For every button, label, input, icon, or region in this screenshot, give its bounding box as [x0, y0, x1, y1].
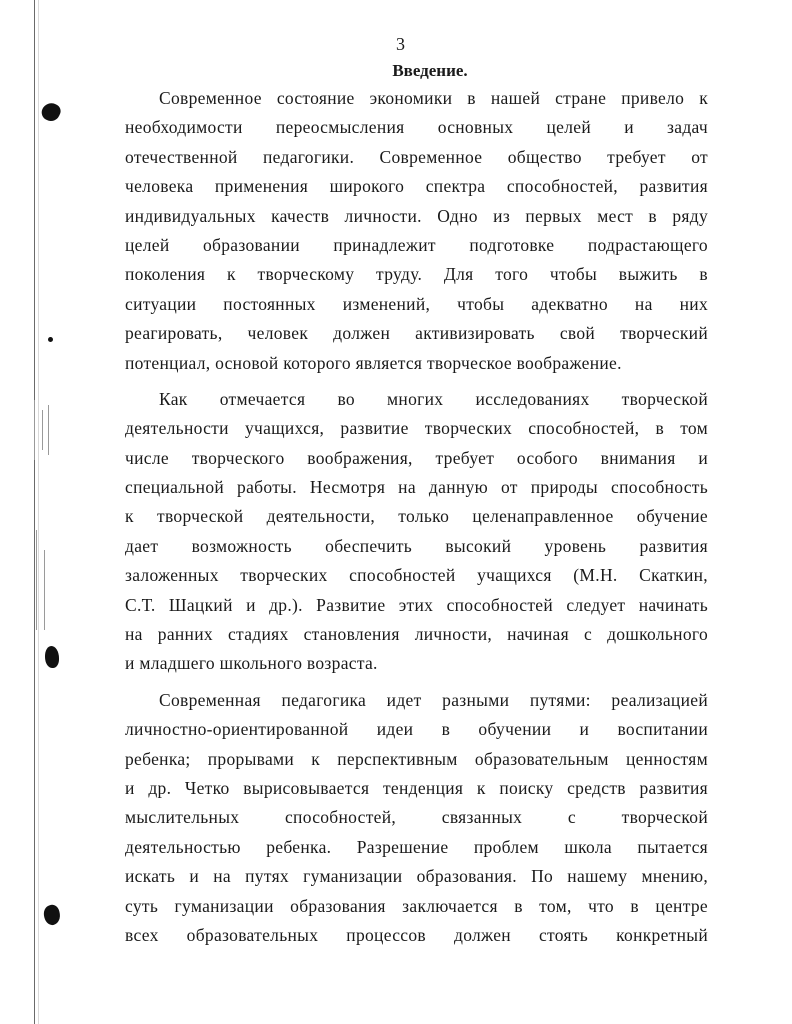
text-line: Современное состояние экономики в нашей стране привело к [159, 88, 708, 108]
text-line: к творческой деятельности, только целенаправленное обучение [125, 506, 708, 527]
page-number: 3 [396, 34, 405, 54]
punch-hole-mark [39, 100, 63, 124]
document-body [125, 84, 708, 957]
text-line: суть гуманизации образования заключается в том, что в центре [125, 895, 708, 916]
text-line: ребенка; прорывами к перспективным образовательным ценностям [125, 748, 708, 769]
text-line: поколения к творческому труду. Для того чтобы выжить в [125, 264, 708, 285]
text-line: заложенных творческих способностей учащихся (М.Н. Скаткин, [125, 565, 708, 586]
text-line: Современная педагогика идет разными путями: реализацией [159, 689, 708, 710]
text-line: целей образовании принадлежит подготовке подрастающего [125, 234, 708, 255]
text-line: потенциал, основой которого является творческое воображение. [125, 352, 622, 373]
punch-hole-mark [45, 646, 59, 668]
text-line: специальной работы. Несмотря на данную от природы способность [125, 477, 708, 498]
text-line: человека применения широкого спектра способностей, развития [125, 176, 708, 197]
text-line: числе творческого воображения, требует особого внимания и [125, 447, 708, 468]
paragraph [125, 686, 708, 951]
text-line: Как отмечается во многих исследованиях творческой [159, 388, 708, 409]
text-line: личностно-ориентированной идеи в обучении и воспитании [125, 719, 708, 740]
text-line: на ранних стадиях становления личности, начиная с дошкольного [125, 624, 708, 645]
text-line: необходимости переосмысления основных целей и задач [125, 117, 708, 138]
text-line: С.Т. Шацкий и др.). Развитие этих способностей следует начинать [125, 594, 708, 615]
punch-hole-mark [42, 903, 63, 926]
paragraph [125, 84, 708, 378]
paragraph [125, 385, 708, 679]
text-line: и др. Четко вырисовывается тенденция к поиску средств развития [125, 777, 708, 798]
text-line: деятельности учащихся, развитие творческих способностей, в том [125, 418, 708, 439]
text-line: дает возможность обеспечить высокий уровень развития [125, 535, 708, 556]
text-line: деятельностью ребенка. Разрешение проблем школа пытается [125, 836, 708, 857]
text-line: реагировать, человек должен активизировать свой творческий [125, 323, 708, 344]
text-line: и младшего школьного возраста. [125, 653, 378, 674]
text-line: искать и на путях гуманизации образования. По нашему мнению, [125, 866, 708, 887]
text-line: отечественной педагогики. Современное общество требует от [125, 146, 708, 167]
text-line: всех образовательных процессов должен стоять конкретный [125, 924, 708, 945]
section-title: Введение. [392, 61, 468, 80]
text-line: мыслительных способностей, связанных с творческой [125, 807, 708, 828]
text-line: индивидуальных качеств личности. Одно из первых мест в ряду [125, 205, 708, 226]
text-line: ситуации постоянных изменений, чтобы адекватно на них [125, 293, 708, 314]
punch-hole-mark [48, 337, 53, 342]
